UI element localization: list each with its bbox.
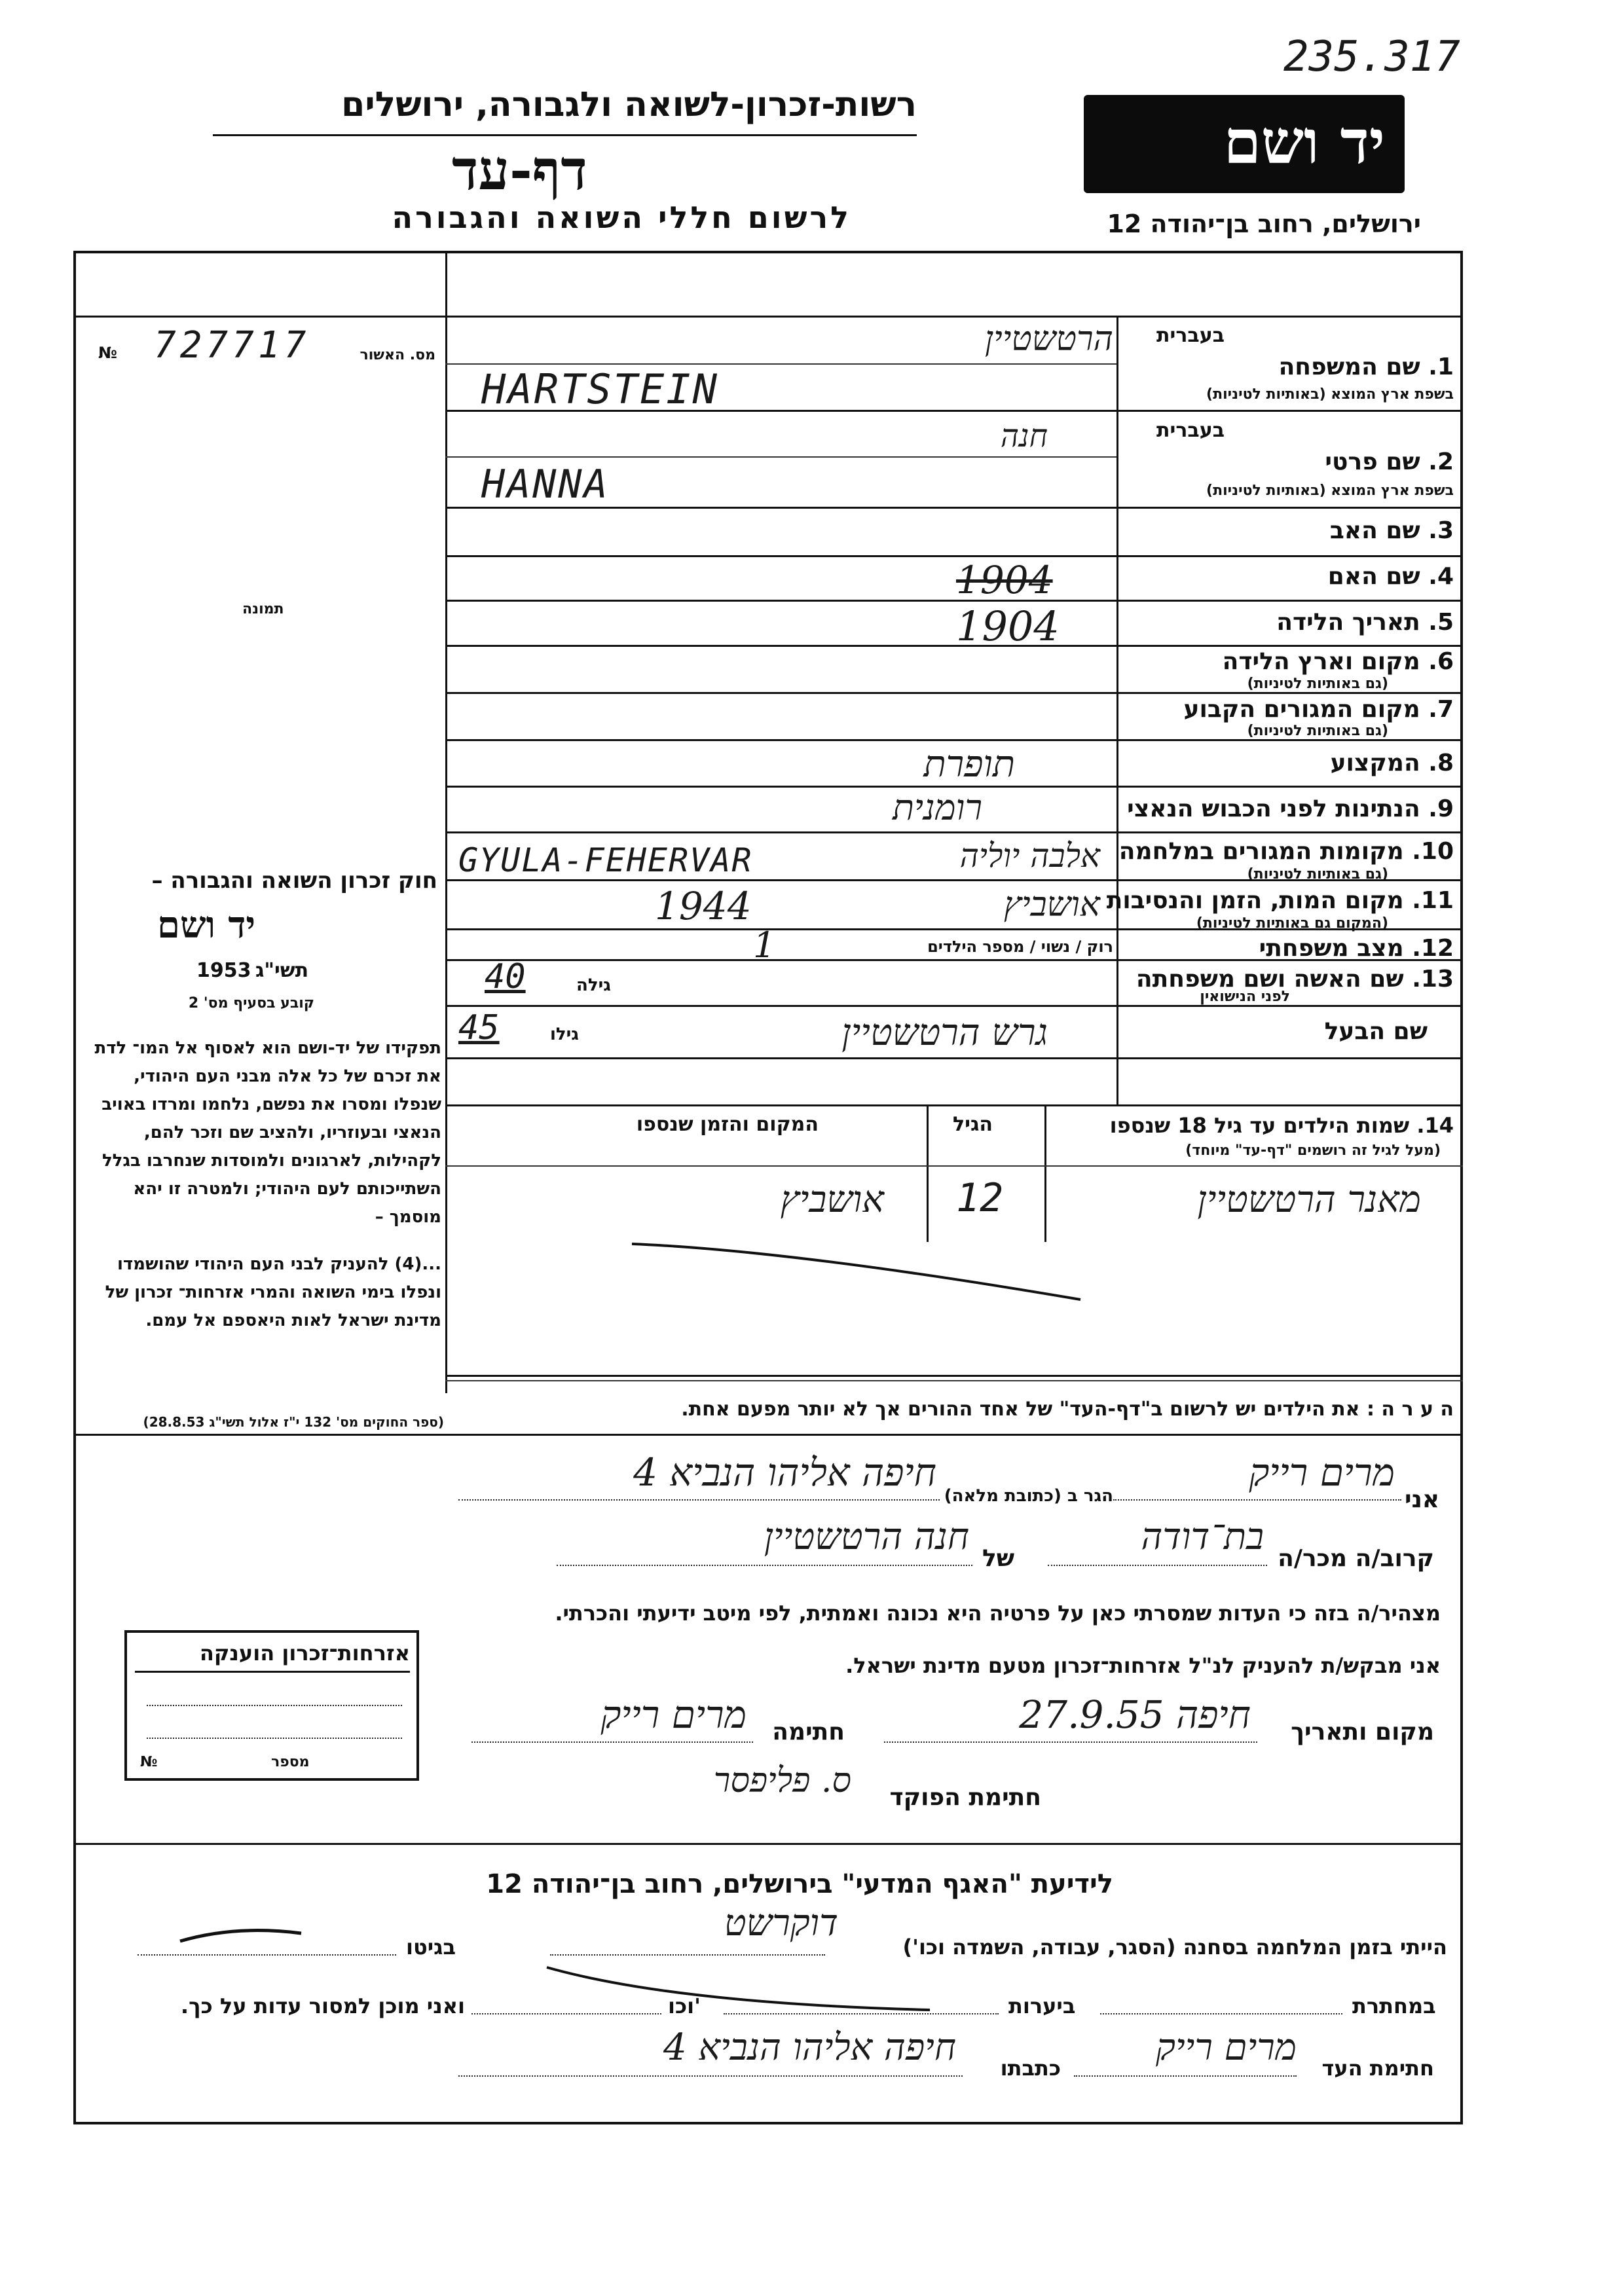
field-6-num: 6. [1428,648,1454,675]
field-9-num: 9. [1428,795,1454,822]
field-11-text: מקום המות, הזמן והנסיבות [1106,887,1404,914]
dash-mark [177,1922,308,1948]
official-signature: ס. פליפסר [713,1761,851,1800]
field-10-hint: (גם באותיות לטיניות) [1247,866,1388,883]
field-11-label [1106,887,1454,914]
field-2-num: 2. [1428,448,1454,475]
field-1-heb-label: בעברית [1156,324,1225,347]
husband-age-label: גילו [550,1025,579,1044]
info-ghetto: בגיטו [406,1935,456,1959]
field-5-text: תאריך הלידה [1276,609,1420,636]
field-13-num: 13. [1412,966,1454,993]
field-9-text: הנתינות לפני הכבוש הנאצי [1127,795,1420,822]
field-11-year: 1944 [655,884,752,928]
place-date-value: חיפה 27.9.55 [1019,1692,1251,1737]
field-11-num: 11. [1412,887,1454,914]
field-6-label [1126,648,1454,675]
law-clause: קובע בסעיף מס' 2 [188,995,314,1011]
field-12-hint: רוק / נשוי / מספר הילדים [927,938,1113,956]
field-10-num: 10. [1412,838,1454,865]
relation-value: בת־דודה [1141,1516,1264,1558]
cross-out-stroke [544,1964,936,2016]
info-camp: במחתרת [1352,1994,1436,2018]
cross-out-line [629,1231,1087,1309]
field-7-text: מקום המגורים הקבוע [1183,696,1420,723]
child-1-name: מאנר הרטשטיין [1197,1178,1421,1221]
husband-label: שם הבעל [1324,1018,1428,1045]
info-heading: לידיעת "האגף המדעי" בירושלים, רחוב בן־יהודה 12 [486,1869,1113,1899]
field-4-text: שם האם [1327,563,1420,590]
law-para1: תפקידו של יד-ושם הוא לאסוף אל המו־ לדת את זכרם של כל אלה מבני העם היהודי, שנפלו ומסרו את נפשם, נלחמו ומרדו באויב הנאצי ובעוזריו, ולהציב שם וזכר להם, לקהילות, לארגונים ולמוסדות שנחרבו בגלל השתייכותם לעם היהודי; ולמטרה זו יהא מוסמך – [94,1038,441,1227]
field-4-num: 4. [1428,563,1454,590]
field-10-label [1118,838,1454,865]
cert-label: מס. האשור [360,347,435,363]
field-2-heb-value: חנה [1000,418,1048,454]
field-8-value: תופרת [923,743,1015,786]
citizenship-number-label: מספר [271,1754,310,1770]
field-5-label [1126,609,1454,636]
address: ירושלים, רחוב בן־יהודה 12 [1107,210,1421,238]
citizenship-box [124,1630,419,1781]
law-year: 1953 [196,959,251,982]
field-4-label [1126,563,1454,590]
field-12-value: 1 [753,924,776,966]
info-line1-value: דוקרשט [724,1902,838,1944]
official-label: חתימת הפוקד [889,1784,1041,1811]
witness-label: חתימת העד [1321,2056,1434,2081]
citizenship-no-sign: № [140,1754,158,1770]
field-4-value: 1904 [956,558,1053,602]
children-num: 14. [1416,1113,1454,1138]
field-7-num: 7. [1428,696,1454,723]
field-9-label [1126,795,1454,822]
of-label: של [982,1545,1015,1572]
field-6-hint: (גם באותיות לטיניות) [1247,676,1388,692]
field-1-num: 1. [1428,354,1454,380]
field-8-text: המקצוע [1330,750,1420,776]
law-para2: ...(4) להעניק לבני העם היהודי שהושמדו ונפלו בימי השואה והמרי אזרחות־ זכרון של מדינת ישראל לאות היאספם אל עמם. [105,1254,441,1330]
info-line1: הייתי בזמן המלחמה בסחנה (הסגר, עבודה, השמדה וכו') [902,1935,1447,1959]
children-place-header: המקום והזמן שנספו [636,1113,819,1136]
photo-label: תמונה [242,601,284,617]
logo-text: יד ושם [1223,107,1385,177]
field-13-age: 40 [485,957,526,996]
law-heading: חוק זכרון השואה והגבורה – [151,867,437,894]
of-name: חנה הרטשטיין [764,1516,969,1558]
citizenship-title: אזרחות־זכרון הוענקה [135,1641,410,1673]
field-12-label [1126,935,1454,962]
field-13-text: שם האשה ושם משפחתה [1135,966,1404,993]
field-13-hint: לפני הנישואין [1200,989,1290,1005]
cert-no-sign: № [98,344,117,362]
field-7-hint: (גם באותיות לטיניות) [1247,723,1388,739]
children-subheader: (מעל לגיל זה רושמים "דף-עד" מיוחד) [1185,1142,1441,1159]
field-12-num: 12. [1412,935,1454,962]
field-11-place: אושביץ [1003,885,1100,924]
field-13-age-label: גילה [576,975,611,995]
page-title: דף-עד [452,137,587,202]
law-year-heb: תשי"ג [255,959,309,982]
field-2-label [1126,448,1454,475]
law-source: (ספר החוקים מס' 132 י"ז אלול תשי"ג 28.8.53) [143,1414,444,1430]
field-1-text: שם המשפחה [1278,354,1420,380]
child-1-age: 12 [956,1175,1004,1221]
declarant-address: חיפה אליהו הנביא 4 [633,1450,936,1495]
field-1-heb-value: הרטשטיין [984,319,1113,359]
field-12-text: מצב משפחתי [1259,935,1404,962]
witness-signature: מרים רייק [1156,2026,1297,2069]
declarant-ani: אני [1405,1486,1440,1513]
declaration-text: מצהיר/ה בזה כי העדות שמסרתי כאן על פרטיה היא נכונה ואמתית, לפי מיטב ידיעתי והכרתי. [555,1601,1441,1626]
info-etc: וכו' [668,1994,701,2018]
declarant-name: מרים רייק [1249,1450,1395,1495]
cert-number: 727717 [154,324,310,367]
request-text: אני מבקש/ת להעניק לנ"ל אזרחות־זכרון מטעם מדינת ישראל. [845,1653,1441,1678]
field-8-num: 8. [1428,750,1454,776]
field-3-label [1126,517,1454,544]
field-10-text: מקומות המגורים במלחמה [1118,838,1404,865]
field-10-heb-value: אלבה יוליה [959,837,1100,875]
children-header [1054,1113,1454,1138]
field-8-label [1126,750,1454,776]
field-2-latin-value: HANNA [481,462,610,507]
children-title: שמות הילדים עד גיל 18 שנספו [1109,1113,1410,1138]
document-number: 235.317 [1283,33,1460,81]
field-10-latin-value: GYULA-FEHERVAR [458,841,753,879]
law-name: יד ושם [157,903,256,947]
husband-age: 45 [458,1008,500,1048]
field-9-value: רומנית [892,787,982,828]
field-2-heb-label: בעברית [1156,419,1225,442]
child-1-place: אושביץ [780,1178,884,1221]
field-3-text: שם האב [1329,517,1420,544]
declarant-dwelling-label: הגר ב (כתובת מלאה) [944,1486,1113,1506]
field-1-latin-value: HARTSTEIN [481,365,719,413]
signature-label: חתימה [772,1719,845,1745]
field-11-hint: (המקום גם באותיות לטיניות) [1196,915,1388,932]
signature-value: מרים רייק [600,1692,747,1737]
children-age-header: הגיל [953,1113,993,1136]
yad-vashem-logo [1084,95,1405,193]
field-7-label [1126,696,1454,723]
field-1-label [1126,354,1454,380]
field-1-hint: בשפת ארץ המוצא (באותיות לטיניות) [1206,386,1454,403]
witness-address-label: כתבתו [1000,2056,1061,2081]
field-5-num: 5. [1428,609,1454,636]
field-3-num: 3. [1428,517,1454,544]
note: ה ע ר ה : את הילדים יש לרשום ב"דף-העד" של אחד ההורים אך לא יותר מפעם אחת. [681,1398,1454,1421]
place-date-label: מקום ותאריך [1291,1719,1434,1745]
witness-address: חיפה אליהו הנביא 4 [663,2026,956,2069]
page-subtitle: לרשום חללי השואה והגבורה [392,200,851,235]
field-5-value: 1904 [956,602,1060,650]
field-2-hint: בשפת ארץ המוצא (באותיות לטיניות) [1206,483,1454,499]
husband-name: גרש הרטשטיין [841,1011,1048,1054]
field-6-text: מקום וארץ הלידה [1222,648,1420,675]
info-ready: ואני מוכן למסור עדות על כך. [180,1994,465,2018]
authority-name: רשות-זכרון-לשואה ולגבורה, ירושלים [341,85,917,124]
info-partisans: ביערות [1008,1994,1076,2018]
relative-label: קרוב/ה מכר/ה [1278,1545,1434,1572]
field-2-text: שם פרטי [1325,448,1420,475]
